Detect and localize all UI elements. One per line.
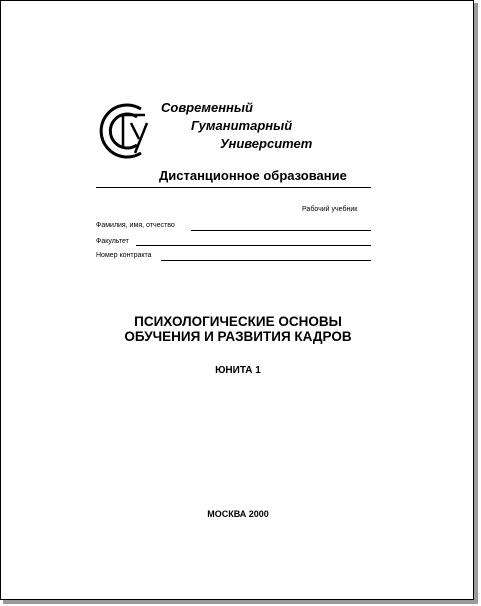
field-line-faculty <box>136 245 371 246</box>
field-label-contract: Номер контракта <box>96 252 152 259</box>
university-logo-icon <box>97 101 157 161</box>
university-name-line1: Современный <box>161 100 253 115</box>
unit-label: ЮНИТА 1 <box>215 365 261 376</box>
document-type: Рабочий учебник <box>302 206 358 213</box>
document-title-line1: ПСИХОЛОГИЧЕСКИЕ ОСНОВЫ <box>134 314 342 329</box>
university-name-line2: Гуманитарный <box>191 118 293 133</box>
document-title-line2: ОБУЧЕНИЯ И РАЗВИТИЯ КАДРОВ <box>124 329 352 344</box>
university-name-line3: Университет <box>220 136 313 151</box>
field-label-name: Фамилия, имя, отчество <box>96 222 175 229</box>
field-line-name <box>191 230 371 231</box>
page-shadow-bottom <box>3 600 478 604</box>
program-name: Дистанционное образование <box>159 168 347 183</box>
page-shadow-right <box>474 3 478 603</box>
field-line-contract <box>161 260 371 261</box>
imprint: МОСКВА 2000 <box>207 509 269 519</box>
field-label-faculty: Факультет <box>96 238 129 245</box>
header-rule <box>96 187 371 188</box>
